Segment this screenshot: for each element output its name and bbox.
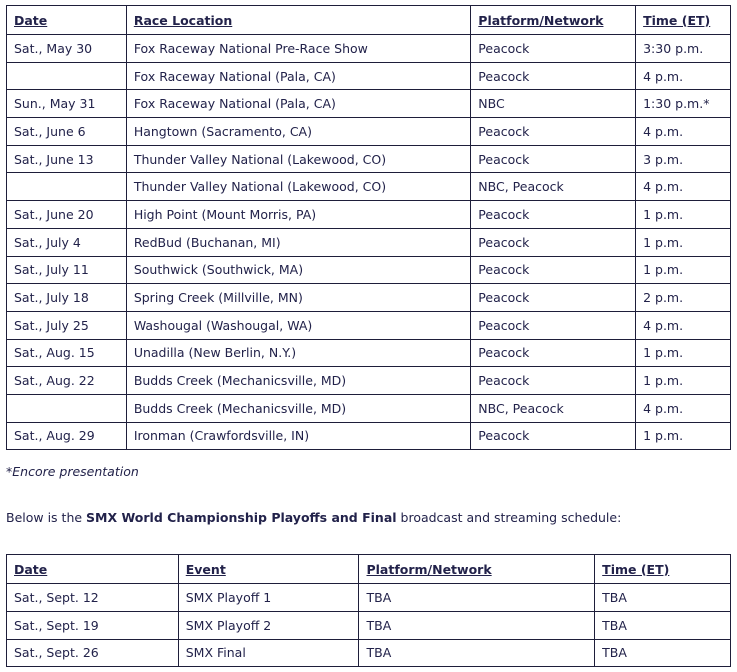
table-row xyxy=(7,256,731,284)
cell-platform: TBA xyxy=(359,611,595,639)
table-row xyxy=(7,339,731,367)
table-row xyxy=(7,422,731,450)
motocross-schedule-table xyxy=(6,5,731,450)
cell-time: 1 p.m. xyxy=(636,256,731,284)
column-header-platform: Platform/Network xyxy=(359,555,595,584)
table-row xyxy=(7,584,731,612)
cell-race-location: Budds Creek (Mechanicsville, MD) xyxy=(126,394,470,422)
cell-time: TBA xyxy=(595,584,731,612)
cell-platform: NBC, Peacock xyxy=(471,394,636,422)
cell-race-location: Budds Creek (Mechanicsville, MD) xyxy=(126,367,470,395)
cell-date: Sat., June 6 xyxy=(7,118,127,146)
column-header-time: Time (ET) xyxy=(595,555,731,584)
table-row xyxy=(7,173,731,201)
cell-time: 2 p.m. xyxy=(636,284,731,312)
cell-date: Sat., July 11 xyxy=(7,256,127,284)
cell-time: 3:30 p.m. xyxy=(636,35,731,63)
table-header-row xyxy=(7,555,731,584)
cell-platform: Peacock xyxy=(471,118,636,146)
cell-race-location: Unadilla (New Berlin, N.Y.) xyxy=(126,339,470,367)
column-header-race-location: Race Location xyxy=(126,6,470,35)
intro-text-bold: SMX World Championship Playoffs and Final xyxy=(86,510,397,525)
cell-time: 4 p.m. xyxy=(636,173,731,201)
cell-date: Sat., June 20 xyxy=(7,201,127,229)
smx-schedule-table xyxy=(6,554,731,667)
cell-date: Sat., Aug. 29 xyxy=(7,422,127,450)
table-row xyxy=(7,228,731,256)
cell-platform: Peacock xyxy=(471,62,636,90)
cell-date: Sat., Aug. 22 xyxy=(7,367,127,395)
cell-date xyxy=(7,173,127,201)
cell-event: SMX Playoff 2 xyxy=(178,611,359,639)
cell-time: TBA xyxy=(595,639,731,667)
smx-intro-text xyxy=(6,510,621,525)
cell-date: Sun., May 31 xyxy=(7,90,127,118)
table-header-row xyxy=(7,6,731,35)
cell-time: 1:30 p.m.* xyxy=(636,90,731,118)
table-row xyxy=(7,201,731,229)
cell-platform: TBA xyxy=(359,639,595,667)
cell-platform: Peacock xyxy=(471,35,636,63)
cell-race-location: Spring Creek (Millville, MN) xyxy=(126,284,470,312)
cell-platform: Peacock xyxy=(471,284,636,312)
cell-race-location: Ironman (Crawfordsville, IN) xyxy=(126,422,470,450)
cell-platform: Peacock xyxy=(471,228,636,256)
intro-text-before: Below is the xyxy=(6,510,87,525)
cell-time: TBA xyxy=(595,611,731,639)
cell-time: 4 p.m. xyxy=(636,394,731,422)
table-row xyxy=(7,639,731,667)
cell-platform: Peacock xyxy=(471,311,636,339)
cell-platform: Peacock xyxy=(471,256,636,284)
table-row xyxy=(7,367,731,395)
cell-time: 4 p.m. xyxy=(636,62,731,90)
table-row xyxy=(7,394,731,422)
table-row xyxy=(7,118,731,146)
cell-platform: NBC xyxy=(471,90,636,118)
cell-time: 1 p.m. xyxy=(636,339,731,367)
cell-event: SMX Final xyxy=(178,639,359,667)
cell-race-location: Fox Raceway National (Pala, CA) xyxy=(126,62,470,90)
cell-date xyxy=(7,62,127,90)
cell-race-location: Thunder Valley National (Lakewood, CO) xyxy=(126,145,470,173)
table-row xyxy=(7,611,731,639)
table-row xyxy=(7,284,731,312)
table-row xyxy=(7,35,731,63)
cell-platform: Peacock xyxy=(471,339,636,367)
cell-time: 1 p.m. xyxy=(636,422,731,450)
column-header-event: Event xyxy=(178,555,359,584)
table-row xyxy=(7,62,731,90)
cell-race-location: High Point (Mount Morris, PA) xyxy=(126,201,470,229)
table-row xyxy=(7,145,731,173)
cell-date: Sat., Sept. 26 xyxy=(7,639,179,667)
cell-date: Sat., Sept. 19 xyxy=(7,611,179,639)
cell-event: SMX Playoff 1 xyxy=(178,584,359,612)
cell-platform: NBC, Peacock xyxy=(471,173,636,201)
cell-race-location: Fox Raceway National (Pala, CA) xyxy=(126,90,470,118)
cell-platform: Peacock xyxy=(471,145,636,173)
cell-time: 1 p.m. xyxy=(636,201,731,229)
cell-time: 4 p.m. xyxy=(636,118,731,146)
cell-race-location: RedBud (Buchanan, MI) xyxy=(126,228,470,256)
cell-platform: TBA xyxy=(359,584,595,612)
cell-race-location: Thunder Valley National (Lakewood, CO) xyxy=(126,173,470,201)
cell-race-location: Fox Raceway National Pre-Race Show xyxy=(126,35,470,63)
cell-date: Sat., July 18 xyxy=(7,284,127,312)
cell-date: Sat., Sept. 12 xyxy=(7,584,179,612)
column-header-date: Date xyxy=(7,6,127,35)
cell-platform: Peacock xyxy=(471,422,636,450)
intro-text-after: broadcast and streaming schedule: xyxy=(396,510,622,525)
cell-date: Sat., July 4 xyxy=(7,228,127,256)
encore-footnote: *Encore presentation xyxy=(6,464,139,479)
cell-platform: Peacock xyxy=(471,201,636,229)
column-header-date: Date xyxy=(7,555,179,584)
cell-time: 4 p.m. xyxy=(636,311,731,339)
cell-date: Sat., Aug. 15 xyxy=(7,339,127,367)
table-row xyxy=(7,311,731,339)
cell-race-location: Hangtown (Sacramento, CA) xyxy=(126,118,470,146)
cell-time: 1 p.m. xyxy=(636,228,731,256)
column-header-time: Time (ET) xyxy=(636,6,731,35)
column-header-platform: Platform/Network xyxy=(471,6,636,35)
table-row xyxy=(7,90,731,118)
cell-time: 3 p.m. xyxy=(636,145,731,173)
cell-time: 1 p.m. xyxy=(636,367,731,395)
cell-race-location: Washougal (Washougal, WA) xyxy=(126,311,470,339)
cell-date: Sat., June 13 xyxy=(7,145,127,173)
cell-date: Sat., July 25 xyxy=(7,311,127,339)
cell-platform: Peacock xyxy=(471,367,636,395)
cell-date xyxy=(7,394,127,422)
cell-race-location: Southwick (Southwick, MA) xyxy=(126,256,470,284)
cell-date: Sat., May 30 xyxy=(7,35,127,63)
